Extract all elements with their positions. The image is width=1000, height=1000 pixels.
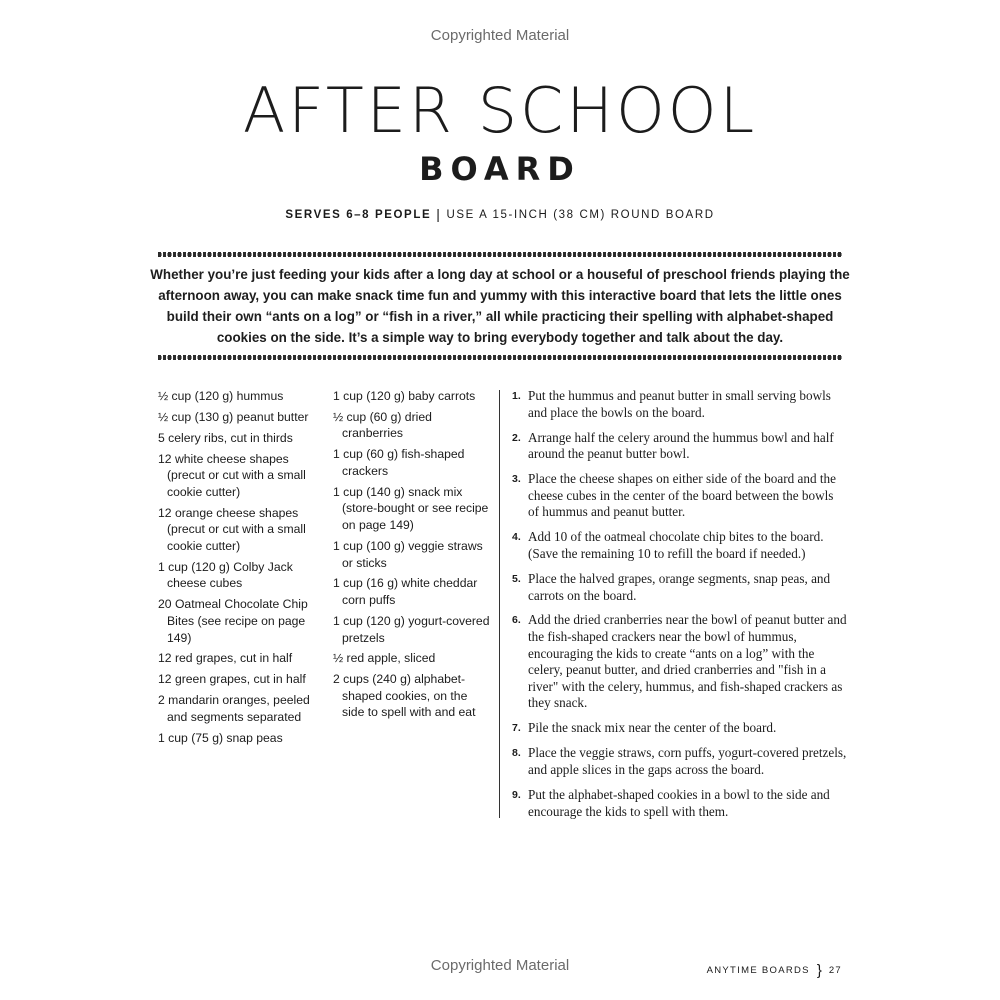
ingredient-item: 1 cup (75 g) snap peas xyxy=(158,730,283,745)
instruction-step xyxy=(512,745,847,778)
instruction-step xyxy=(512,471,847,521)
step-text: Arrange half the celery around the hummus bowl and half around the peanut butter bowl. xyxy=(528,429,834,462)
ingredient-item: 1 cup (120 g) baby carrots xyxy=(333,389,476,403)
ingredient-item: 5 celery ribs, cut in thirds xyxy=(158,430,293,445)
step-number: 8. xyxy=(512,747,521,760)
step-text: Add 10 of the oatmeal chocolate chip bites to the board. (Save the remaining 10 to refill the board if needed.) xyxy=(528,529,824,561)
ingredients-column-right xyxy=(333,388,491,725)
step-text: Put the alphabet-shaped cookies in a bowl to the side and encourage the kids to spell with them. xyxy=(528,787,830,819)
instruction-step xyxy=(512,388,847,421)
ingredient-item: 2 cups (240 g) alphabet-shaped cookies, on the side to spell with and eat xyxy=(333,672,476,720)
column-divider xyxy=(499,390,500,818)
ingredient-item: 12 white cheese shapes (precut or cut with a small cookie cutter) xyxy=(158,451,306,499)
ingredient-item: 1 cup (120 g) yogurt-covered pretzels xyxy=(333,613,490,645)
ingredient-item: 12 red grapes, cut in half xyxy=(158,651,293,666)
watermark-top: Copyrighted Material xyxy=(430,27,570,44)
ingredient-item: ½ cup (130 g) peanut butter xyxy=(158,409,309,424)
step-text: Add the dried cranberries near the bowl of peanut butter and the fish-shaped crackers near the bowl of hummus, encouraging the kids to create “ants on a log” with the celery, peanut butter, and dried cranberries and "fish in a river" with the celery, hummus, and fish-shaped crackers as they snack. xyxy=(528,612,847,711)
step-text: Place the cheese shapes on either side of the board and the cheese cubes in the center of the board between the bowls of hummus and peanut butter. xyxy=(528,471,836,520)
serves-separator: | xyxy=(436,206,442,222)
step-number: 6. xyxy=(512,614,521,627)
serves-people: SERVES 6–8 PEOPLE xyxy=(285,209,432,221)
footer-section: ANYTIME BOARDS xyxy=(706,965,810,976)
step-number: 4. xyxy=(512,531,521,544)
ingredient-item: 1 cup (140 g) snack mix (store-bought or see recipe on page 149) xyxy=(333,484,489,533)
step-number: 5. xyxy=(512,572,521,585)
step-text: Put the hummus and peanut butter in small serving bowls and place the bowls on the board. xyxy=(528,388,831,420)
ingredients-column-left xyxy=(158,388,326,751)
serves-line xyxy=(0,206,1000,222)
step-number: 3. xyxy=(512,473,521,486)
page-subtitle: BOARD xyxy=(419,150,581,188)
instruction-step xyxy=(512,571,847,604)
ingredient-item: ½ red apple, sliced xyxy=(333,651,436,666)
step-text: Pile the snack mix near the center of the board. xyxy=(528,720,777,736)
step-number: 2. xyxy=(512,431,521,444)
step-text: Place the veggie straws, corn puffs, yogurt-covered pretzels, and apple slices in the gaps across the board. xyxy=(528,745,847,778)
ingredient-item: ½ cup (60 g) dried cranberries xyxy=(333,409,432,441)
step-number: 7. xyxy=(512,722,521,735)
page-title: AFTER SCHOOL xyxy=(242,74,758,147)
step-number: 1. xyxy=(512,390,521,402)
ingredient-item: ½ cup (120 g) hummus xyxy=(158,389,284,403)
divider-top xyxy=(158,252,842,257)
instructions-list xyxy=(512,388,847,829)
instruction-step xyxy=(512,529,847,562)
step-text: Place the halved grapes, orange segments, snap peas, and carrots on the board. xyxy=(528,570,831,603)
ingredient-item: 20 Oatmeal Chocolate Chip Bites (see recipe on page 149) xyxy=(158,597,308,645)
ingredient-item: 1 cup (16 g) white cheddar corn puffs xyxy=(333,576,478,608)
page-footer xyxy=(707,962,842,979)
ingredient-item: 2 mandarin oranges, peeled and segments separated xyxy=(158,693,310,724)
ingredient-item: 12 orange cheese shapes (precut or cut with a small cookie cutter) xyxy=(158,505,306,553)
instruction-step xyxy=(512,612,847,712)
ingredient-item: 1 cup (120 g) Colby Jack cheese cubes xyxy=(158,559,293,591)
intro-paragraph: Whether you’re just feeding your kids after a long day at school or a houseful of preschool friends playing the afternoon away, you can make snack time fun and yummy with this interactive board that lets the little ones build their own “ants on a log” or “fish in a river,” all while practicing their spelling with alphabet-shaped cookies on the side. It’s a simple way to bring everybody together and talk about the day. xyxy=(150,267,850,345)
footer-brace: } xyxy=(816,962,822,979)
ingredient-item: 12 green grapes, cut in half xyxy=(158,672,306,687)
instruction-step xyxy=(512,720,847,737)
step-number: 9. xyxy=(512,789,521,801)
instruction-step xyxy=(512,430,847,463)
page-number: 27 xyxy=(828,965,842,976)
watermark-bottom: Copyrighted Material xyxy=(430,957,570,974)
ingredient-item: 1 cup (100 g) veggie straws or sticks xyxy=(333,538,483,570)
serves-board: USE A 15-INCH (38 CM) ROUND BOARD xyxy=(446,209,715,221)
ingredient-item: 1 cup (60 g) fish-shaped crackers xyxy=(333,447,465,478)
divider-bottom xyxy=(158,355,842,360)
instruction-step xyxy=(512,787,847,820)
